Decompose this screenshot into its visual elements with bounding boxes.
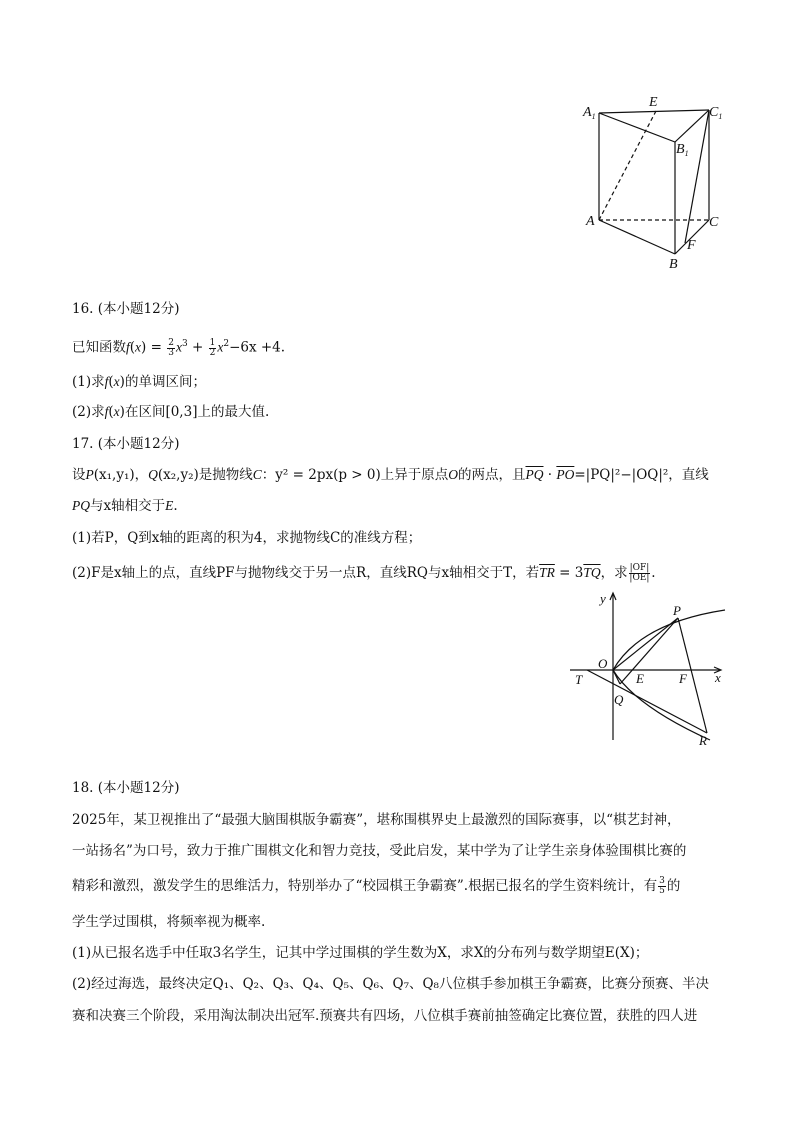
segment-t-r: [587, 670, 707, 733]
label-f: F: [679, 671, 687, 686]
q16-sub1: (1)求f(x)的单调区间；: [72, 374, 206, 390]
label-a1: $A_1$: [583, 105, 596, 121]
q16-stem: 已知函数f(x) = $\frac{2}{3}$ $x^3$ + $\frac{1}{2}$ $x^2-6x +4$.: [72, 337, 286, 358]
q18-paragraph-line2: 一站扬名”为口号，致力于推广围棋文化和智力竞技，受此启发，某中学为了让学生亲身体验围棋比赛的: [72, 843, 687, 859]
q18-header: 18. (本小题12分): [72, 780, 180, 796]
label-a: A: [586, 214, 595, 229]
label-q: Q: [614, 692, 624, 707]
parabola-curve: [613, 610, 725, 740]
q16-header: 16. (本小题12分): [72, 301, 180, 317]
label-b: B: [669, 257, 678, 272]
q18-paragraph-line1: 2025年，某卫视推出了“最强大脑围棋版争霸赛”，堪称围棋界史上最激烈的国际赛事，以“棋艺封神，: [72, 812, 681, 828]
parabola-figure: [560, 588, 735, 748]
q18-paragraph-line4: 学生学过围棋，将频率视为概率.: [72, 914, 266, 930]
fraction: $\frac{1}{2}$: [209, 337, 216, 358]
segment-o-p: [613, 618, 678, 670]
edge-a1-b1: [599, 113, 675, 142]
label-b1: $B_1$: [676, 142, 689, 158]
label-c: C: [709, 215, 719, 230]
q18-sub1: (1)从已报名选手中任取3名学生，记其中学过围棋的学生数为X，求X的分布列与数学期望E(X)；: [72, 945, 649, 961]
fraction: $\frac{2}{3}$: [168, 337, 174, 358]
q18-sub2-line1: (2)经过海选，最终决定Q₁、Q₂、Q₃、Q₄、Q₅、Q₆、Q₇、Q₈八位棋手参加棋王争霸赛，比赛分预赛、半决: [72, 976, 709, 992]
label-r: R: [699, 733, 707, 748]
label-t: T: [575, 672, 583, 687]
q17-sub1: (1)若P，Q到x轴的距离的积为4，求抛物线C的准线方程；: [72, 530, 422, 546]
label-p: P: [673, 603, 681, 618]
q18-paragraph-line3: 精彩和激烈，激发学生的思维活力，特别举办了“校园棋王争霸赛”.根据已报名的学生资料统计，有 $\frac{3}{5}$ 的: [72, 876, 681, 896]
label-x: x: [715, 670, 721, 685]
segment-a-e-hidden: [599, 111, 656, 220]
edge-a-b: [599, 220, 675, 254]
label-e: E: [636, 671, 644, 686]
q18-sub2-line2: 赛和决赛三个阶段，采用淘汰制决出冠军.预赛共有四场，八位棋手赛前抽签确定比赛位置，获胜的四人进: [72, 1008, 698, 1024]
fraction: $\frac{3}{5}$: [659, 876, 665, 896]
label-c1: $C_1$: [709, 105, 723, 121]
q17-header: 17. (本小题12分): [72, 436, 180, 452]
edge-a1-c1: [599, 110, 709, 113]
label-f: F: [687, 238, 696, 253]
q17-stem-line1: 设P(x₁,y₁)，Q(x₂,y₂)是抛物线C：y² = 2px(p > 0)上异于原点O的两点，且$\overline{PQ} \cdot \overline{PO}=|PQ|^2-|OQ|^2$，直线: [72, 467, 709, 483]
label-y: y: [600, 591, 606, 606]
label-o: O: [598, 656, 608, 671]
q17-stem-line2: PQ与x轴相交于E.: [72, 498, 178, 514]
q17-sub2: (2)F是x轴上的点，直线PF与抛物线交于另一点R，直线RQ与x轴相交于T，若$\overline{TR} = 3\overline{TQ}$，求 $\frac{|OF|}{|OE|}$ .: [72, 563, 656, 583]
fraction: $\frac{|OF|}{|OE|}$: [629, 563, 650, 583]
segment-o-q: [613, 670, 620, 684]
segment-p-q: [620, 618, 678, 684]
q16-sub2: (2)求f(x)在区间[0,3]上的最大值.: [72, 404, 270, 420]
prism-figure: [575, 92, 735, 272]
label-e: E: [649, 95, 658, 110]
